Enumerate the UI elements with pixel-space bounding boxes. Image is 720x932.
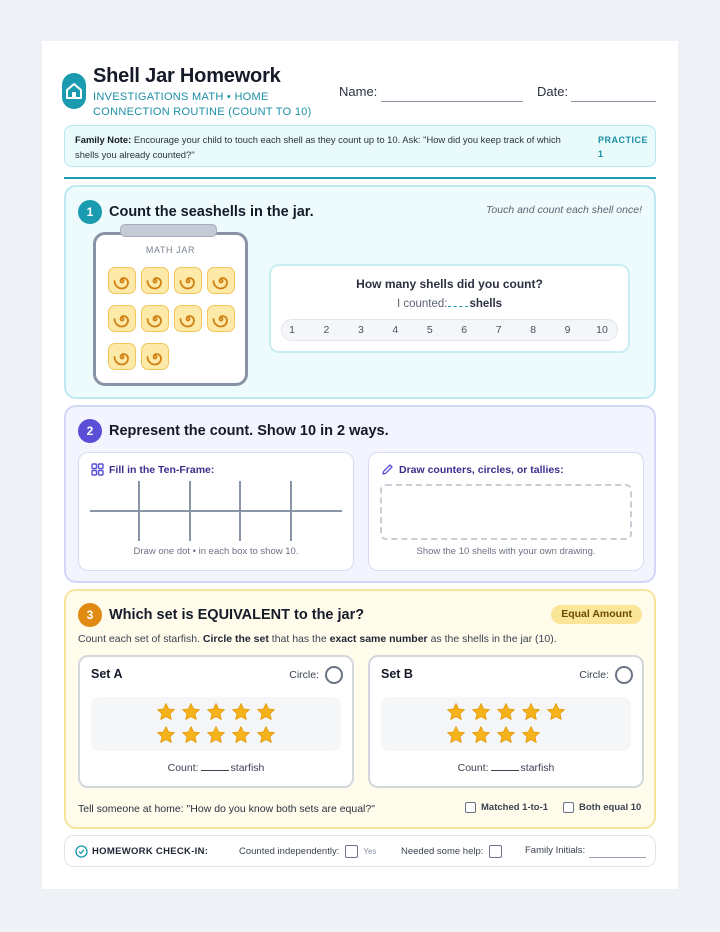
starfish-icon bbox=[521, 702, 541, 722]
starfish-icon bbox=[256, 725, 276, 745]
seashell-icon bbox=[108, 267, 136, 294]
grid-icon bbox=[91, 463, 104, 481]
ten-frame-divider bbox=[90, 510, 342, 512]
answer-prefix: I counted: bbox=[396, 298, 448, 310]
circle-set-b-button[interactable] bbox=[615, 666, 633, 684]
desc-bold: exact same number bbox=[329, 633, 428, 645]
ten-frame-line bbox=[189, 481, 191, 541]
starfish-icon bbox=[256, 702, 276, 722]
seashell-icon bbox=[174, 305, 202, 332]
family-note-lead: Family Note: bbox=[75, 134, 132, 145]
number-line-tick[interactable]: 1 bbox=[289, 324, 295, 336]
section-equivalent-sets bbox=[64, 589, 656, 829]
ten-frame-line bbox=[239, 481, 241, 541]
starfish-set bbox=[91, 697, 341, 751]
initials-label: Family Initials: bbox=[525, 845, 586, 856]
initials-field[interactable] bbox=[589, 857, 646, 858]
circle-label: Circle: bbox=[289, 669, 319, 681]
independent-label: Counted independently: bbox=[239, 846, 340, 857]
section-count-shells bbox=[64, 185, 656, 399]
number-line-tick[interactable]: 9 bbox=[564, 324, 571, 336]
count-blank[interactable] bbox=[491, 763, 519, 771]
section-title: Represent the count. Show 10 in 2 ways. bbox=[109, 423, 389, 439]
number-line-tick[interactable]: 7 bbox=[495, 324, 502, 336]
home-icon bbox=[62, 73, 86, 109]
initials-row bbox=[525, 845, 585, 856]
set-count-line bbox=[370, 762, 642, 774]
count-label: Count: bbox=[167, 762, 199, 774]
starfish-icon bbox=[231, 725, 251, 745]
set-title: Set B bbox=[381, 667, 413, 681]
help-checkbox[interactable] bbox=[489, 845, 502, 858]
section-number-badge: 2 bbox=[78, 419, 102, 443]
name-label: Name: bbox=[339, 84, 378, 99]
starfish-icon bbox=[521, 725, 541, 745]
jar-lid bbox=[120, 224, 217, 237]
count-answer-box bbox=[269, 264, 630, 353]
section-number-badge: 1 bbox=[78, 200, 102, 224]
jar-label: MATH JAR bbox=[145, 245, 196, 255]
section-represent-count bbox=[64, 405, 656, 583]
starfish-icon bbox=[471, 702, 491, 722]
section-hint: Touch and count each shell once! bbox=[485, 204, 642, 216]
starfish-icon bbox=[206, 725, 226, 745]
count-question: How many shells did you count? bbox=[356, 277, 543, 291]
set-count-line bbox=[80, 762, 352, 774]
independent-row bbox=[239, 845, 376, 858]
page-title: Shell Jar Homework bbox=[93, 65, 281, 87]
drawing-caption: Show the 10 shells with your own drawing. bbox=[416, 546, 596, 557]
count-suffix: starfish bbox=[230, 762, 265, 774]
seashell-icon bbox=[108, 343, 136, 370]
desc-part: that has the bbox=[271, 633, 327, 645]
both-equal-label: Both equal 10 bbox=[579, 802, 642, 813]
circle-set-a-button[interactable] bbox=[325, 666, 343, 684]
name-field[interactable] bbox=[381, 101, 523, 102]
number-line-tick[interactable]: 2 bbox=[323, 324, 330, 336]
check-circle-icon bbox=[75, 845, 88, 858]
practice-tag-number: 1 bbox=[598, 149, 604, 159]
starfish-icon bbox=[231, 702, 251, 722]
ten-frame-box bbox=[78, 452, 354, 571]
desc-bold: Circle the set bbox=[202, 633, 269, 645]
matched-checkbox-row[interactable] bbox=[465, 802, 548, 813]
starfish-set bbox=[381, 697, 631, 751]
seashell-icon bbox=[207, 305, 235, 332]
starfish-icon bbox=[181, 725, 201, 745]
set-b-card bbox=[368, 655, 644, 788]
matched-label: Matched 1-to-1 bbox=[481, 802, 549, 813]
set-a-card bbox=[78, 655, 354, 788]
matched-checkbox[interactable] bbox=[465, 802, 476, 813]
homework-check-in bbox=[64, 835, 656, 867]
starfish-icon bbox=[496, 702, 516, 722]
count-suffix: starfish bbox=[520, 762, 555, 774]
family-note-body: Encourage your child to touch each shell as they count up to 10. Ask: "How did you keep track of which shells you already counted?" bbox=[75, 134, 561, 160]
date-field[interactable] bbox=[571, 101, 656, 102]
seashell-icon bbox=[174, 267, 202, 294]
practice-tag-label: PRACTICE bbox=[598, 135, 649, 145]
seashell-icon bbox=[141, 267, 169, 294]
seashell-icon bbox=[141, 343, 169, 370]
section-number-badge: 3 bbox=[78, 603, 102, 627]
ten-frame-caption: Draw one dot • in each box to show 10. bbox=[133, 546, 299, 557]
starfish-icon bbox=[496, 725, 516, 745]
independent-checkbox[interactable] bbox=[345, 845, 358, 858]
starfish-icon bbox=[546, 702, 566, 722]
section-instructions bbox=[78, 633, 557, 645]
both-equal-checkbox[interactable] bbox=[563, 802, 574, 813]
check-in-title: HOMEWORK CHECK-IN: bbox=[92, 846, 209, 857]
check-in-title-row bbox=[75, 845, 208, 858]
drawing-title: Draw counters, circles, or tallies: bbox=[399, 464, 564, 476]
number-line-tick[interactable]: 10 bbox=[596, 324, 608, 336]
ten-frame-title: Fill in the Ten-Frame: bbox=[109, 464, 215, 476]
seashell-icon bbox=[108, 305, 136, 332]
family-note bbox=[64, 125, 656, 167]
answer-blank[interactable] bbox=[448, 298, 468, 307]
starfish-icon bbox=[181, 702, 201, 722]
count-answer-line bbox=[271, 298, 628, 310]
ten-frame-line bbox=[290, 481, 292, 541]
number-line-tick[interactable]: 3 bbox=[357, 324, 364, 336]
page-subtitle: INVESTIGATIONS MATH • HOME CONNECTION ROUTINE (COUNT TO 10) bbox=[93, 91, 312, 118]
seashell-icon bbox=[141, 305, 169, 332]
help-row bbox=[401, 845, 502, 858]
ten-frame-line bbox=[138, 481, 140, 541]
help-label: Needed some help: bbox=[401, 846, 484, 857]
starfish-icon bbox=[446, 702, 466, 722]
count-blank[interactable] bbox=[201, 763, 229, 771]
drawing-box bbox=[368, 452, 644, 571]
discussion-prompt: Tell someone at home: "How do you know both sets are equal?" bbox=[78, 803, 375, 815]
yes-label: Yes bbox=[363, 847, 377, 856]
section-title: Count the seashells in the jar. bbox=[109, 204, 314, 220]
practice-tag bbox=[598, 133, 648, 161]
desc-part: as the shells in the jar (10). bbox=[430, 633, 557, 645]
header-divider bbox=[64, 177, 656, 179]
starfish-icon bbox=[206, 702, 226, 722]
seashell-icon bbox=[207, 267, 235, 294]
drawing-area[interactable] bbox=[380, 484, 632, 540]
family-note-text bbox=[75, 132, 575, 162]
number-line bbox=[281, 319, 618, 341]
starfish-icon bbox=[156, 702, 176, 722]
number-line-tick[interactable]: 5 bbox=[426, 324, 433, 336]
both-equal-checkbox-row[interactable] bbox=[563, 802, 641, 813]
count-label: Count: bbox=[457, 762, 489, 774]
answer-suffix: shells bbox=[469, 298, 503, 310]
number-line-tick[interactable]: 8 bbox=[530, 324, 537, 336]
set-title: Set A bbox=[91, 667, 123, 681]
date-label: Date: bbox=[537, 84, 569, 99]
equal-amount-badge: Equal Amount bbox=[551, 605, 642, 624]
number-line-tick[interactable]: 4 bbox=[392, 324, 399, 336]
number-line-tick[interactable]: 6 bbox=[461, 324, 468, 336]
math-jar bbox=[93, 232, 248, 386]
worksheet-page bbox=[42, 41, 678, 889]
circle-label: Circle: bbox=[579, 669, 609, 681]
starfish-icon bbox=[446, 725, 466, 745]
starfish-icon bbox=[471, 725, 491, 745]
starfish-icon bbox=[156, 725, 176, 745]
pencil-icon bbox=[381, 463, 394, 481]
section-title: Which set is EQUIVALENT to the jar? bbox=[109, 607, 365, 623]
desc-part: Count each set of starfish. bbox=[78, 633, 200, 645]
